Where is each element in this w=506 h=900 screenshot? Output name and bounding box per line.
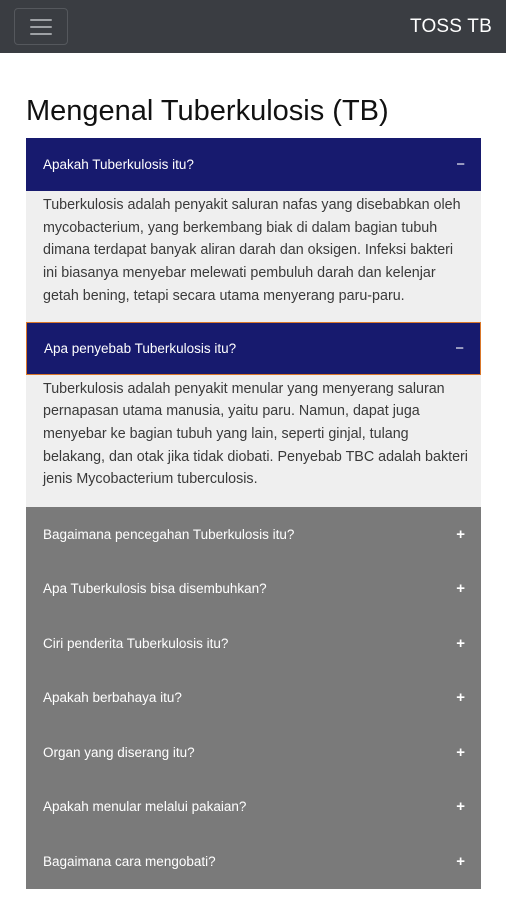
accordion-header-label: Apakah menular melalui pakaian? — [43, 799, 247, 815]
accordion-header-label: Apa penyebab Tuberkulosis itu? — [44, 340, 237, 356]
accordion-header-label: Apakah Tuberkulosis itu? — [43, 157, 194, 172]
page-title: Mengenal Tuberkulosis (TB) — [26, 95, 389, 127]
accordion-header-label: Bagaimana cara mengobati? — [43, 853, 216, 869]
accordion-header-penyebab-tb[interactable] — [26, 322, 481, 375]
menu-bar — [30, 19, 52, 21]
expand-plus-icon: + — [456, 525, 465, 543]
accordion-header-label: Apakah berbahaya itu? — [43, 690, 182, 706]
collapse-minus-icon: − — [455, 339, 464, 357]
expand-plus-icon: + — [456, 689, 465, 707]
accordion-header-organ[interactable] — [26, 725, 481, 780]
expand-plus-icon: + — [456, 580, 465, 598]
menu-bar — [30, 26, 52, 28]
accordion-header-mengobati[interactable] — [26, 834, 481, 889]
expand-plus-icon: + — [456, 852, 465, 870]
app-brand[interactable]: TOSS TB — [409, 15, 492, 37]
accordion-header-menular-pakaian[interactable] — [26, 780, 481, 835]
accordion-header-label: Organ yang diserang itu? — [43, 744, 195, 760]
accordion-header-pencegahan[interactable] — [26, 507, 481, 562]
expand-plus-icon: + — [456, 634, 465, 652]
hamburger-menu-icon[interactable] — [14, 8, 68, 45]
collapsed-items-group — [26, 507, 481, 889]
accordion-header-apakah-tb[interactable] — [26, 138, 481, 191]
accordion-header-label: Ciri penderita Tuberkulosis itu? — [43, 635, 229, 651]
accordion-header-label: Bagaimana pencegahan Tuberkulosis itu? — [43, 526, 295, 542]
top-navbar — [0, 0, 506, 53]
accordion-header-ciri-penderita[interactable] — [26, 616, 481, 671]
accordion-body-apakah-tb: Tuberkulosis adalah penyakit saluran nafas yang disebabkan oleh mycobacterium, yang berkembang biak di dalam bagian tubuh dimana terdapat banyak aliran darah dan oksigen. Infeksi bakteri ini biasanya menyebar melewati pembuluh darah dan kelenjar getah bening, tetapi secara utama menyerang paru-paru. — [26, 191, 481, 322]
menu-bar — [30, 33, 52, 35]
expand-plus-icon: + — [456, 798, 465, 816]
expand-plus-icon: + — [456, 743, 465, 761]
faq-accordion — [26, 138, 481, 889]
collapse-minus-icon: − — [456, 156, 465, 173]
accordion-header-label: Apa Tuberkulosis bisa disembuhkan? — [43, 581, 267, 597]
accordion-body-penyebab-tb: Tuberkulosis adalah penyakit menular yang menyerang saluran pernapasan utama manusia, yaitu paru. Namun, dapat juga menyebar ke bagian tubuh yang lain, seperti ginjal, tulang belakang, dan otak jika tidak diobati. Penyebab TBC adalah bakteri jenis Mycobacterium tuberculosis. — [26, 375, 481, 508]
accordion-header-berbahaya[interactable] — [26, 671, 481, 726]
accordion-header-disembuhkan[interactable] — [26, 562, 481, 617]
